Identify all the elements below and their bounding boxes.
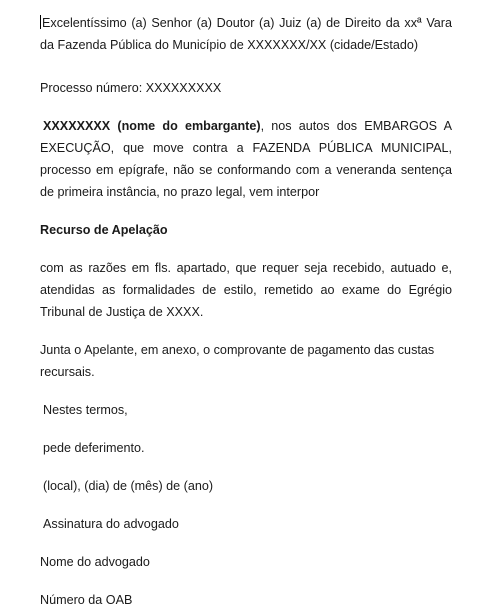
party-name: XXXXXXXX (nome do embargante) <box>43 119 261 133</box>
process-number: Processo número: XXXXXXXXX <box>40 81 222 95</box>
lawyer-signature: Assinatura do advogado <box>43 517 179 531</box>
closing-request: pede deferimento. <box>43 441 145 455</box>
attachment-paragraph: Junta o Apelante, em anexo, o comprovante de pagamento das custas recursais. <box>40 343 435 379</box>
intro-paragraph <box>40 115 452 203</box>
addressee-paragraph <box>40 12 452 56</box>
oab-number: Número da OAB <box>40 593 133 607</box>
addressee-text: Excelentíssimo (a) Senhor (a) Doutor (a) Juiz (a) de Direito da xxª Vara da Fazenda Pública do Município de XXXXXXX/XX (cidade/Estado) <box>40 16 452 52</box>
closing-terms: Nestes termos, <box>43 403 128 417</box>
appeal-title: Recurso de Apelação <box>40 223 168 237</box>
petition-document[interactable] <box>40 12 452 611</box>
text-cursor <box>40 15 41 29</box>
place-date: (local), (dia) de (mês) de (ano) <box>43 479 214 493</box>
reasons-paragraph: com as razões em fls. apartado, que requer seja recebido, autuado e, atendidas as formalidades de estilo, remetido ao exame do Egrégio Tribunal de Justiça de XXXX. <box>40 261 452 319</box>
lawyer-name: Nome do advogado <box>40 555 150 569</box>
intro-text: , nos autos dos EMBARGOS A EXECUÇÃO, que move contra a FAZENDA PÚBLICA MUNICIPAL, processo em epígrafe, não se conformando com a veneranda sentença de primeira instância, no prazo legal, vem interpor <box>40 119 452 199</box>
